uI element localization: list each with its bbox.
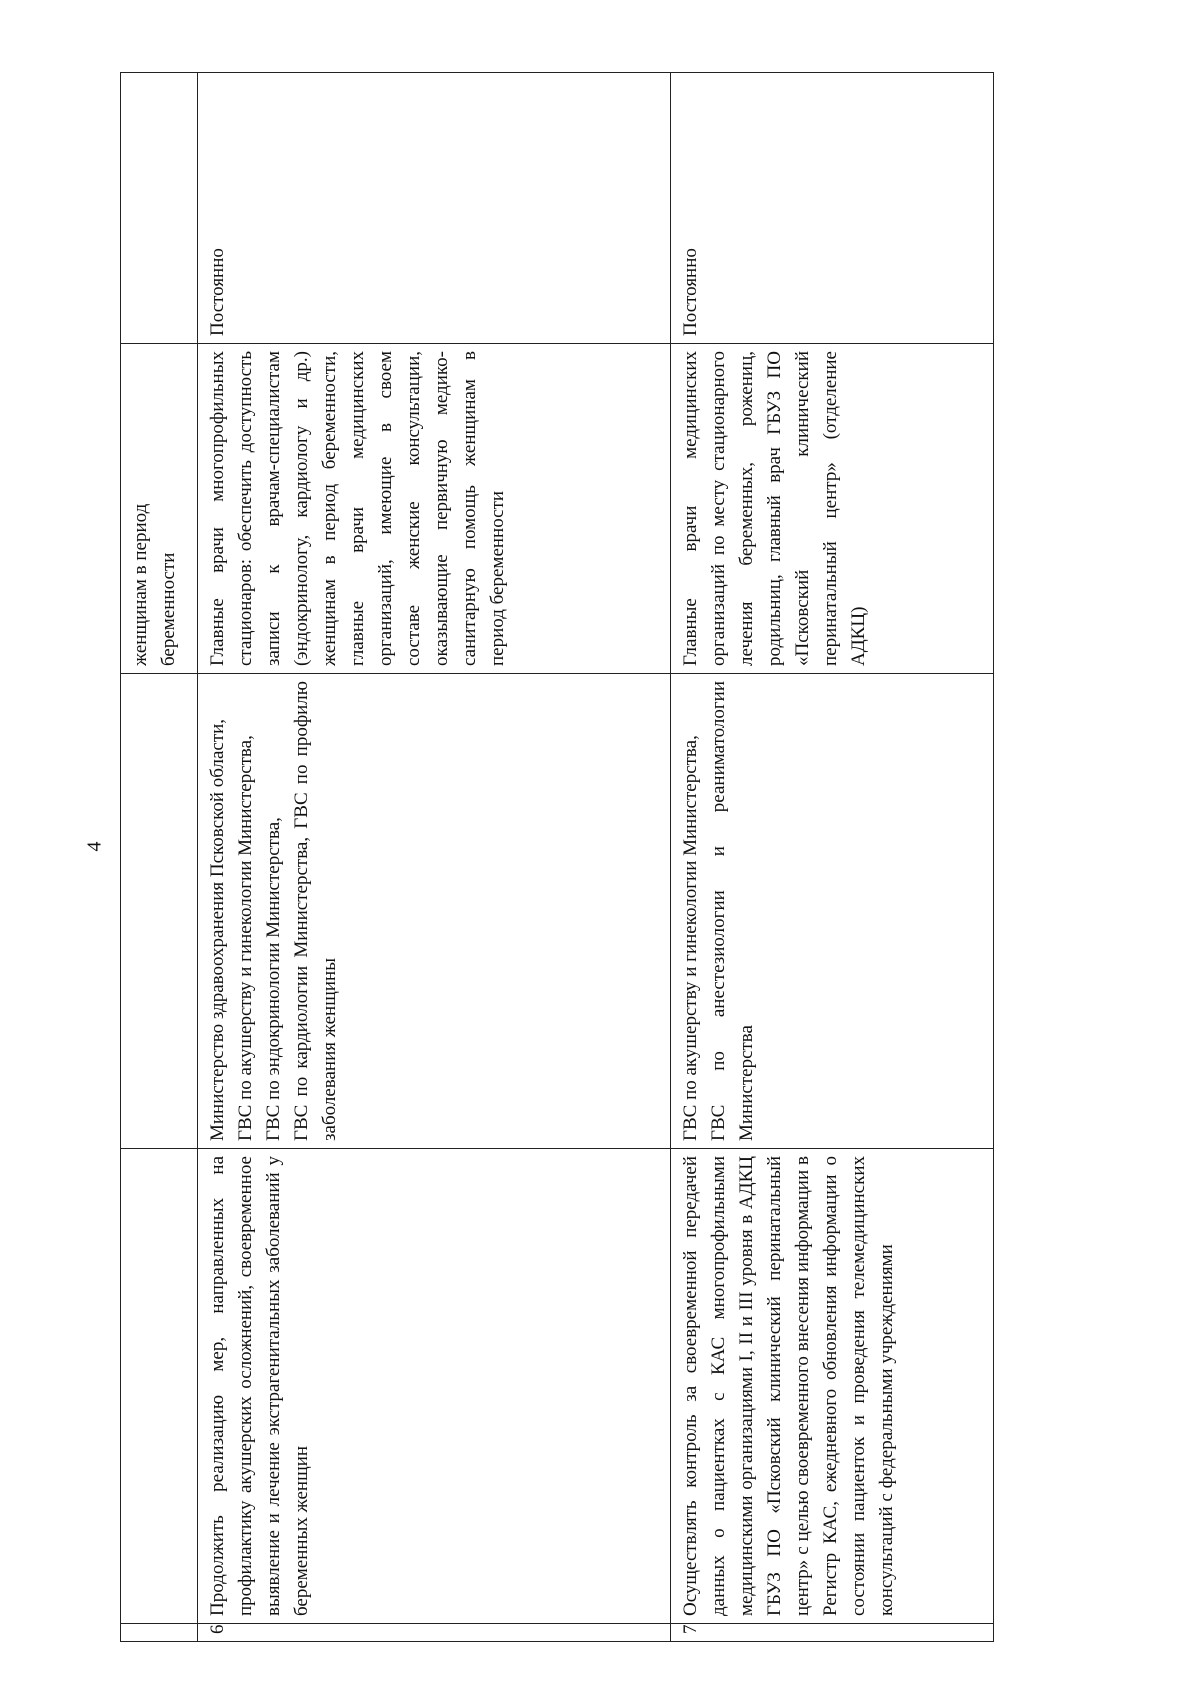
plan-table	[120, 72, 994, 1642]
performers-text: Главные врачи многопрофильных стационаров: обеспечить доступность записи к врачам-специалистам (эндокринологу, кардиологу и др.) женщинам в период беременности, главные врачи медицинских организаций, имеющие в своем составе женские консультации, оказывающие первичную медико-санитарную помощь женщинам в период беременности	[207, 351, 508, 666]
cell-performers	[121, 344, 198, 674]
cell-responsible	[198, 674, 671, 1149]
page-number: 4	[83, 841, 106, 852]
cell-term	[671, 73, 994, 344]
cell-action	[671, 1149, 994, 1624]
responsible-text: Министерство здравоохранения Псковской области, ГВС по акушерству и гинекологии Министерства, ГВС по эндокринологии Министерства, ГВС по кардиологии Министерства, ГВС по профилю заболевания женщины	[207, 681, 340, 1141]
cell-num	[121, 1624, 198, 1642]
cell-performers	[198, 344, 671, 674]
cell-responsible	[121, 674, 198, 1149]
rotated-table-container	[120, 72, 1067, 1642]
cell-responsible	[671, 674, 994, 1149]
table-row-continuation	[121, 73, 198, 1642]
cell-action	[198, 1149, 671, 1624]
cell-performers	[671, 344, 994, 674]
performers-text: Главные врачи медицинских организаций по месту стационарного лечения беременных, рожениц, родильниц, главный врач ГБУЗ ПО «Псковский клинический перинатальный центр» (отделение АДКЦ)	[680, 351, 869, 666]
cell-term	[121, 73, 198, 344]
performers-text: женщинам в период беременности	[130, 503, 179, 666]
cell-num: 6	[198, 1624, 671, 1642]
responsible-text: ГВС по акушерству и гинекологии Министерства, ГВС по анестезиологии и реаниматологии Министерства	[680, 681, 757, 1141]
action-text: Осуществлять контроль за своевременной передачей данных о пациентках с КАС многопрофильными медицинскими организациями I, II и III уровня в АДКЦ ГБУЗ ПО «Псковский клинический перинатальный центр» с целью своевременного внесения информации в Регистр КАС, ежедневного обновления информации о состоянии пациенток и проведения телемедицинских консультаций с федеральными учреждениями	[680, 1156, 897, 1616]
cell-action	[121, 1149, 198, 1624]
term-text: Постоянно	[207, 248, 228, 336]
term-text: Постоянно	[680, 248, 701, 336]
action-text: Продолжить реализацию мер, направленных на профилактику акушерских осложнений, своевременное выявление и лечение экстрагенитальных заболеваний у беременных женщин	[207, 1156, 312, 1616]
table-row	[671, 73, 994, 1642]
cell-term	[198, 73, 671, 344]
cell-num: 7	[671, 1624, 994, 1642]
table-row	[198, 73, 671, 1642]
